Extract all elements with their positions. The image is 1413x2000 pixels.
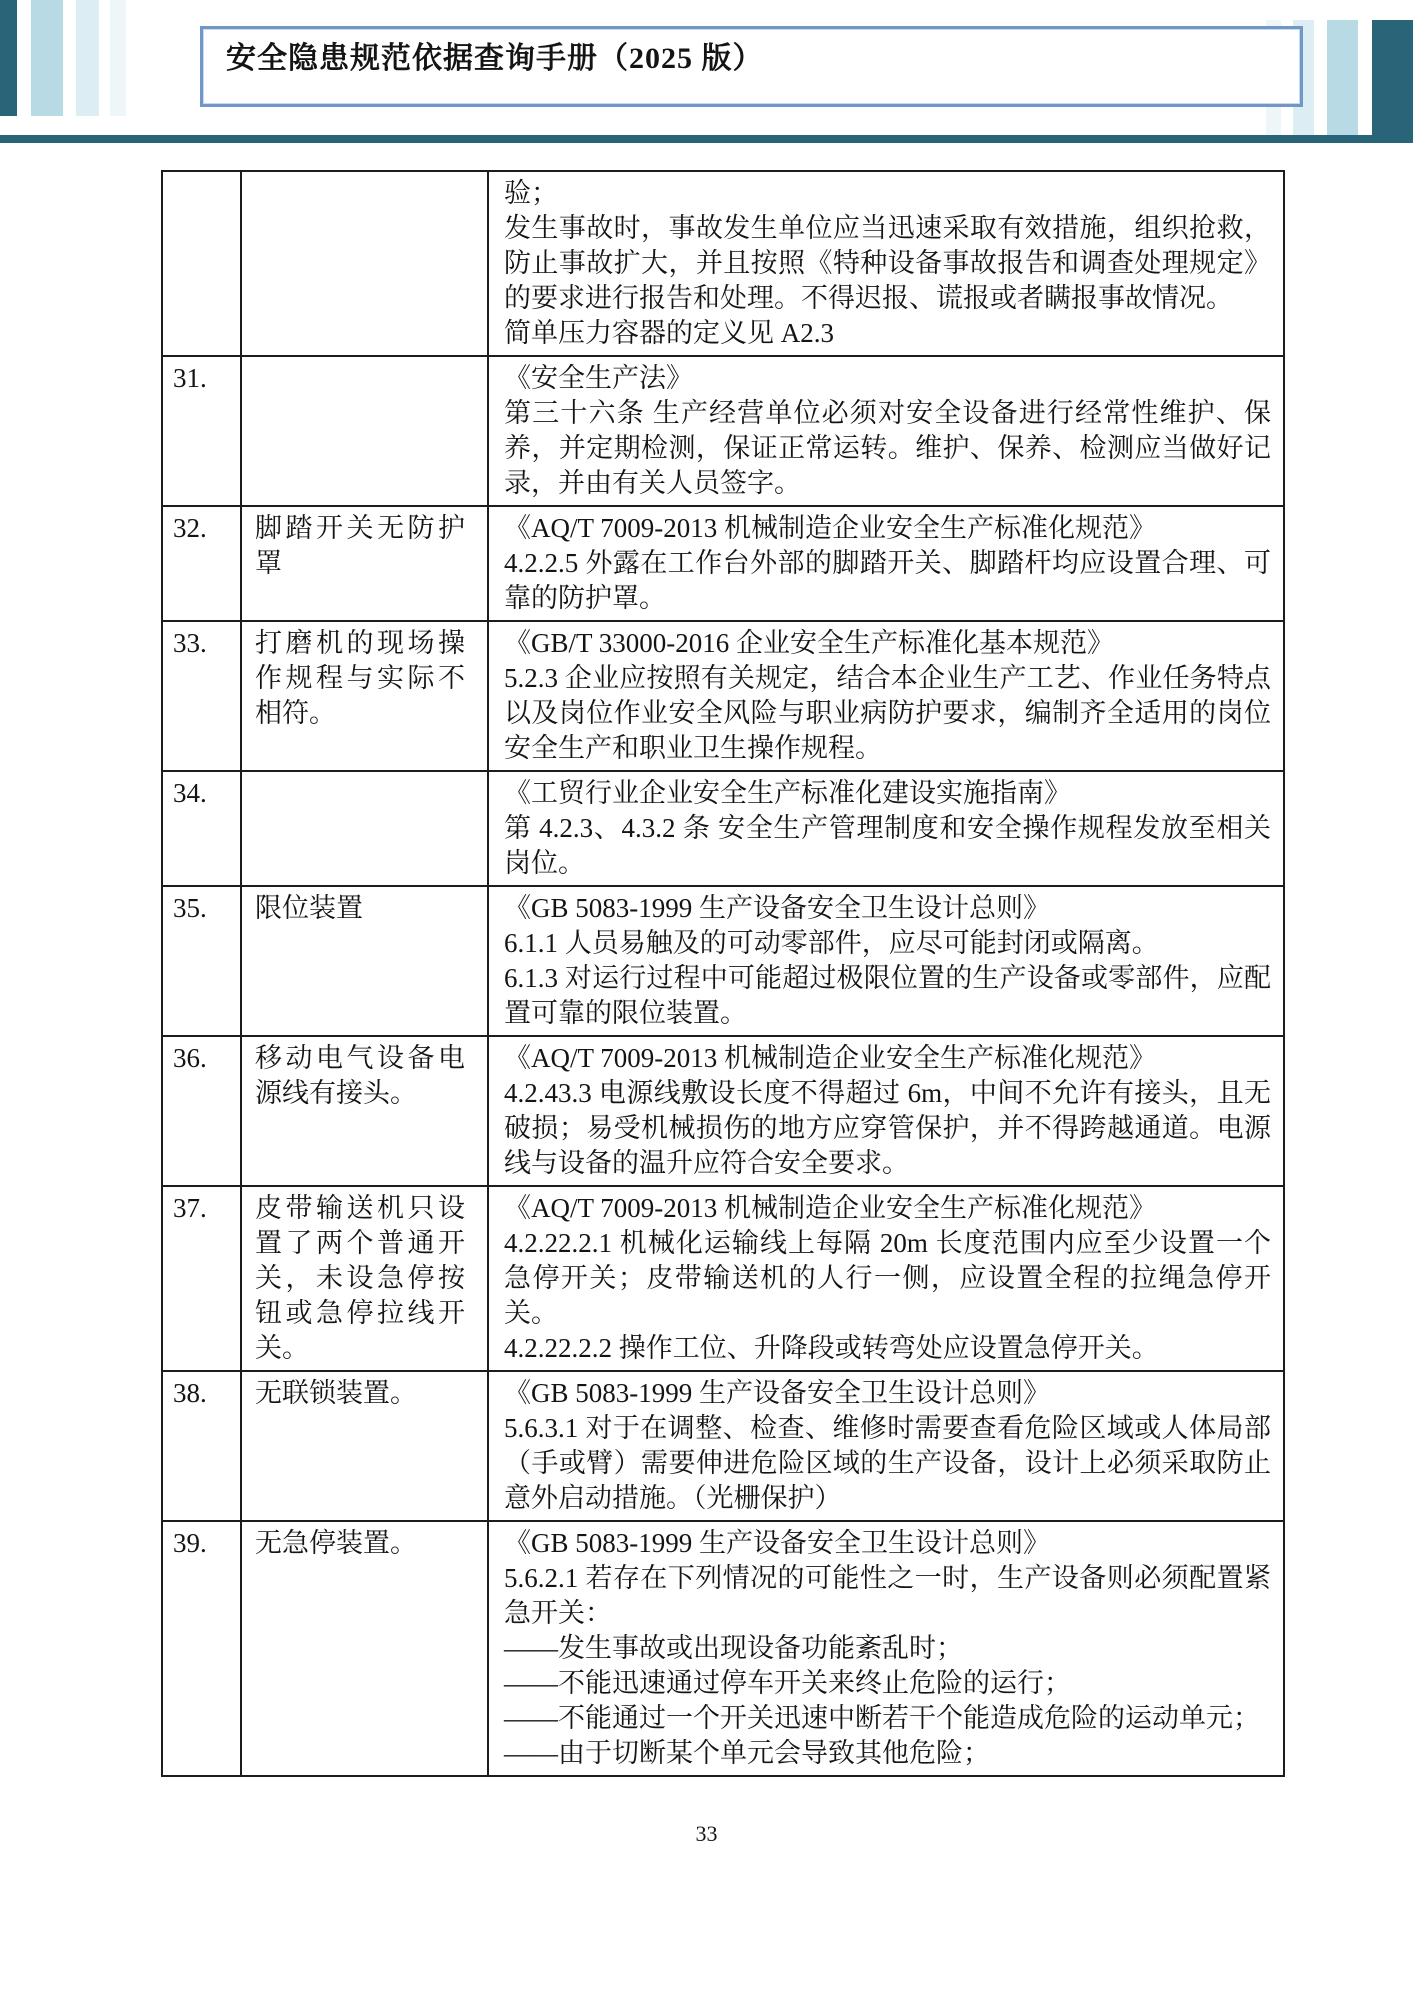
rules-table-body xyxy=(162,171,1284,1776)
page-number: 33 xyxy=(695,1821,718,1846)
issue-cell xyxy=(241,771,488,886)
issue-text: 皮带输送机只设置了两个普通开关，未设急停按钮或急停拉线开关。 xyxy=(255,1193,465,1363)
basis-cell xyxy=(488,1036,1284,1186)
basis-paragraph: 《安全生产法》 xyxy=(504,363,693,393)
row-number-cell xyxy=(162,1036,241,1186)
deco-bar-left-dark xyxy=(0,0,17,116)
issue-cell xyxy=(241,621,488,771)
row-number: 34. xyxy=(173,778,207,808)
issue-text: 无急停装置。 xyxy=(255,1528,417,1558)
basis-cell xyxy=(488,771,1284,886)
issue-text: 无联锁装置。 xyxy=(255,1378,417,1408)
basis-paragraph: 《工贸行业企业安全生产标准化建设实施指南》 xyxy=(504,778,1071,808)
basis-paragraph: ——不能通过一个开关迅速中断若干个能造成危险的运动单元； xyxy=(504,1703,1260,1733)
basis-paragraph: 6.1.3 对运行过程中可能超过极限位置的生产设备或零部件，应配置可靠的限位装置。 xyxy=(504,963,1271,1028)
deco-stripe-right-1 xyxy=(1327,20,1358,135)
issue-cell xyxy=(241,356,488,506)
row-number-cell xyxy=(162,621,241,771)
row-number: 33. xyxy=(173,628,207,658)
header-rule xyxy=(0,135,1413,143)
basis-cell xyxy=(488,171,1284,356)
table-row xyxy=(162,356,1284,506)
basis-paragraph: ——发生事故或出现设备功能紊乱时； xyxy=(504,1633,963,1663)
basis-paragraph: 4.2.22.2.2 操作工位、升降段或转弯处应设置急停开关。 xyxy=(504,1333,1159,1363)
row-number-cell xyxy=(162,506,241,621)
issue-text: 限位装置 xyxy=(255,893,363,923)
row-number-cell xyxy=(162,171,241,356)
row-number: 35. xyxy=(173,893,207,923)
row-number: 31. xyxy=(173,363,207,393)
issue-cell xyxy=(241,886,488,1036)
basis-paragraph: 5.2.3 企业应按照有关规定，结合本企业生产工艺、作业任务特点以及岗位作业安全风险与职业病防护要求，编制齐全适用的岗位安全生产和职业卫生操作规程。 xyxy=(504,663,1271,763)
basis-paragraph: 《GB 5083-1999 生产设备安全卫生设计总则》 xyxy=(504,1378,1050,1408)
basis-paragraph: 《GB/T 33000-2016 企业安全生产标准化基本规范》 xyxy=(504,628,1115,658)
table-row xyxy=(162,506,1284,621)
deco-stripe-left-2 xyxy=(76,0,99,116)
basis-paragraph: 《GB 5083-1999 生产设备安全卫生设计总则》 xyxy=(504,1528,1050,1558)
basis-cell xyxy=(488,1186,1284,1371)
row-number: 39. xyxy=(173,1528,207,1558)
table-row xyxy=(162,1371,1284,1521)
basis-cell xyxy=(488,621,1284,771)
issue-cell xyxy=(241,1521,488,1776)
basis-paragraph: ——由于切断某个单元会导致其他危险； xyxy=(504,1738,990,1768)
row-number-cell xyxy=(162,886,241,1036)
basis-paragraph: 6.1.1 人员易触及的可动零部件，应尽可能封闭或隔离。 xyxy=(504,928,1159,958)
rules-table xyxy=(161,170,1285,1777)
basis-paragraph: 简单压力容器的定义见 A2.3 xyxy=(504,318,834,348)
basis-cell xyxy=(488,886,1284,1036)
basis-paragraph: 《AQ/T 7009-2013 机械制造企业安全生产标准化规范》 xyxy=(504,513,1156,543)
page-title: 安全隐患规范依据查询手册（2025 版） xyxy=(226,42,764,75)
table-row xyxy=(162,171,1284,356)
table-row xyxy=(162,886,1284,1036)
issue-cell xyxy=(241,1186,488,1371)
issue-cell xyxy=(241,506,488,621)
issue-cell xyxy=(241,171,488,356)
basis-cell xyxy=(488,1371,1284,1521)
deco-stripe-left-3 xyxy=(110,0,126,116)
row-number-cell xyxy=(162,356,241,506)
title-box xyxy=(200,26,1303,107)
basis-paragraph: 5.6.3.1 对于在调整、检查、维修时需要查看危险区域或人体局部（手或臂）需要伸进危险区域的生产设备，设计上必须采取防止意外启动措施。（光栅保护） xyxy=(504,1413,1271,1513)
issue-text: 移动电气设备电源线有接头。 xyxy=(255,1043,465,1108)
issue-text: 打磨机的现场操作规程与实际不相符。 xyxy=(255,628,465,728)
deco-bar-right-dark xyxy=(1372,20,1413,143)
issue-cell xyxy=(241,1036,488,1186)
basis-paragraph: 4.2.43.3 电源线敷设长度不得超过 6m，中间不允许有接头，且无破损；易受机械损伤的地方应穿管保护，并不得跨越通道。电源线与设备的温升应符合安全要求。 xyxy=(504,1078,1271,1178)
basis-paragraph: 第 4.2.3、4.3.2 条 安全生产管理制度和安全操作规程发放至相关岗位。 xyxy=(504,813,1271,878)
deco-stripe-left-1 xyxy=(31,0,63,116)
row-number: 36. xyxy=(173,1043,207,1073)
row-number-cell xyxy=(162,1521,241,1776)
basis-paragraph: 验； xyxy=(504,178,558,208)
issue-text: 脚踏开关无防护罩 xyxy=(255,513,465,578)
issue-cell xyxy=(241,1371,488,1521)
basis-paragraph: 《AQ/T 7009-2013 机械制造企业安全生产标准化规范》 xyxy=(504,1043,1156,1073)
table-row xyxy=(162,1036,1284,1186)
basis-paragraph: 5.6.2.1 若存在下列情况的可能性之一时，生产设备则必须配置紧急开关： xyxy=(504,1563,1271,1628)
rules-table-wrap xyxy=(161,170,1283,1777)
row-number-cell xyxy=(162,1186,241,1371)
row-number: 37. xyxy=(173,1193,207,1223)
table-row xyxy=(162,621,1284,771)
basis-paragraph: 发生事故时，事故发生单位应当迅速采取有效措施，组织抢救，防止事故扩大，并且按照《特种设备事故报告和调查处理规定》的要求进行报告和处理。不得迟报、谎报或者瞒报事故情况。 xyxy=(504,213,1271,313)
basis-cell xyxy=(488,356,1284,506)
basis-paragraph: 4.2.2.5 外露在工作台外部的脚踏开关、脚踏杆均应设置合理、可靠的防护罩。 xyxy=(504,548,1271,613)
table-row xyxy=(162,771,1284,886)
row-number-cell xyxy=(162,771,241,886)
page-footer xyxy=(0,1821,1413,1847)
row-number: 38. xyxy=(173,1378,207,1408)
row-number-cell xyxy=(162,1371,241,1521)
basis-paragraph: ——不能迅速通过停车开关来终止危险的运行； xyxy=(504,1668,1071,1698)
basis-cell xyxy=(488,1521,1284,1776)
basis-cell xyxy=(488,506,1284,621)
basis-paragraph: 4.2.22.2.1 机械化运输线上每隔 20m 长度范围内应至少设置一个急停开关；皮带输送机的人行一侧，应设置全程的拉绳急停开关。 xyxy=(504,1228,1271,1328)
page-header xyxy=(0,0,1413,143)
basis-paragraph: 《GB 5083-1999 生产设备安全卫生设计总则》 xyxy=(504,893,1050,923)
table-row xyxy=(162,1186,1284,1371)
row-number: 32. xyxy=(173,513,207,543)
basis-paragraph: 《AQ/T 7009-2013 机械制造企业安全生产标准化规范》 xyxy=(504,1193,1156,1223)
basis-paragraph: 第三十六条 生产经营单位必须对安全设备进行经常性维护、保养，并定期检测，保证正常运转。维护、保养、检测应当做好记录，并由有关人员签字。 xyxy=(504,398,1271,498)
table-row xyxy=(162,1521,1284,1776)
